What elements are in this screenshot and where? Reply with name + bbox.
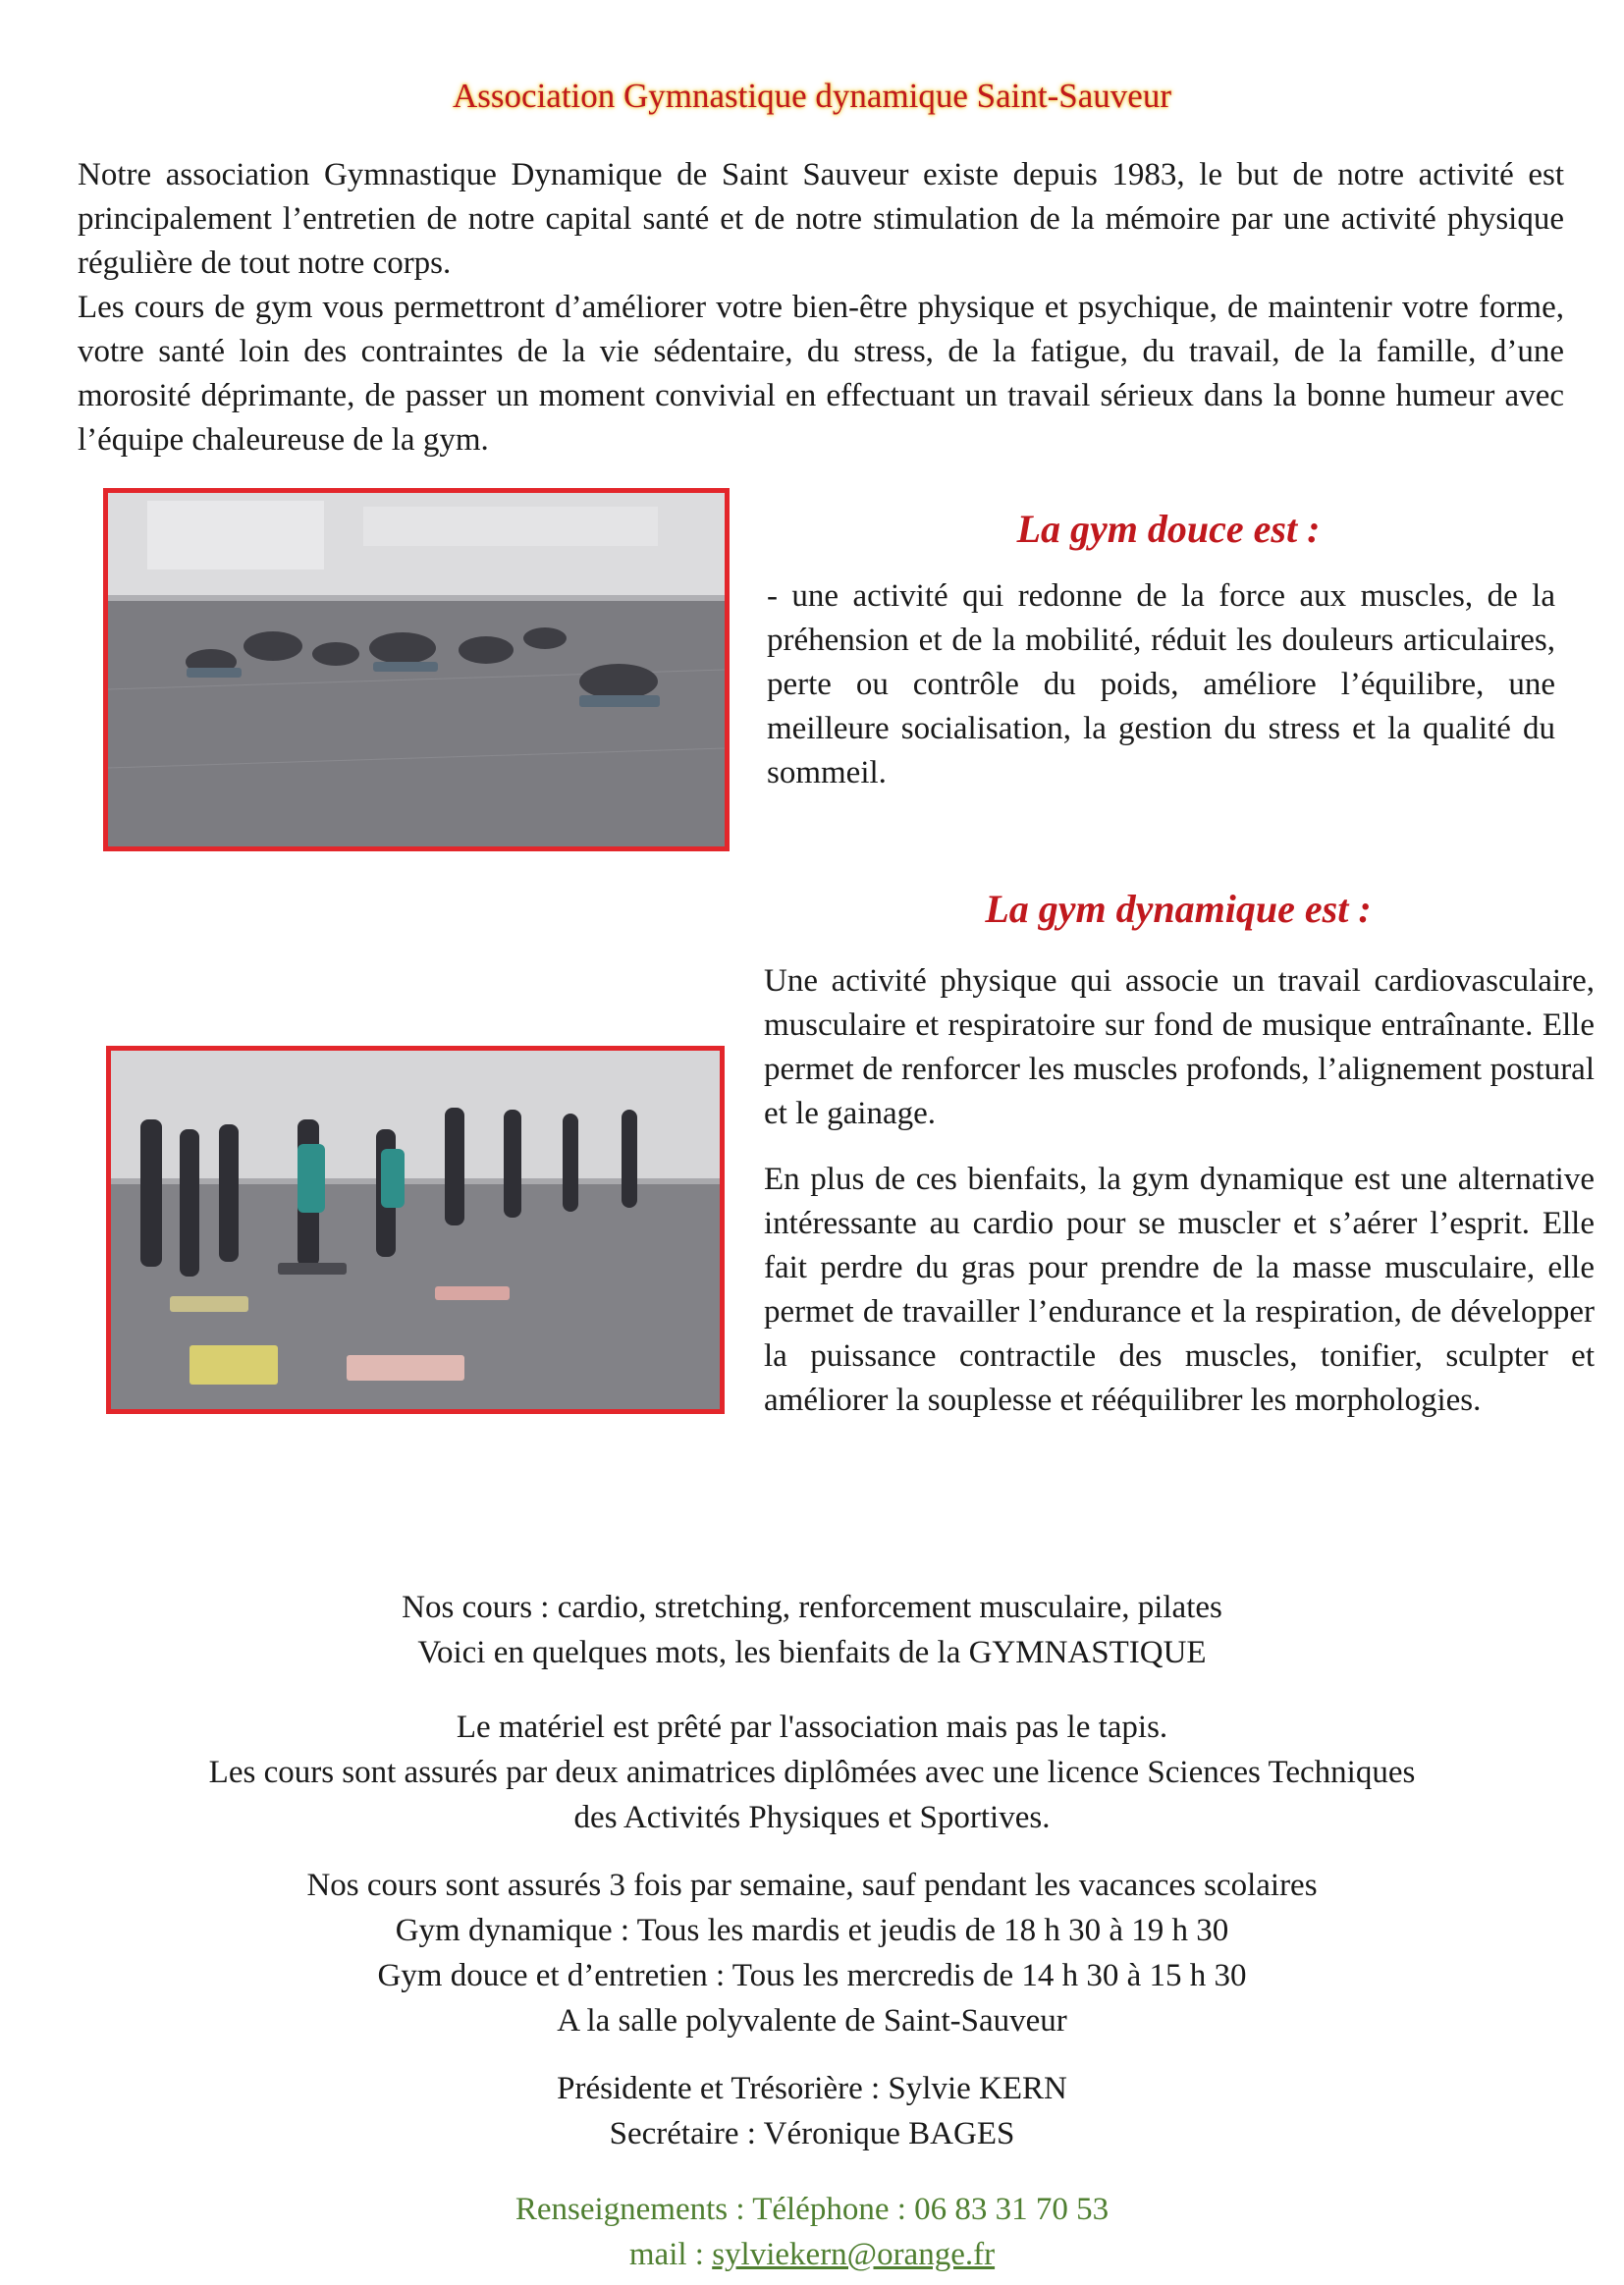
contact-block [39,2187,1585,2277]
courses-block [39,1585,1585,1675]
contact-phone: Renseignements : Téléphone : 06 83 31 70 53 [514,2192,1110,2227]
courses-line: Nos cours : cardio, stretching, renforcement musculaire, pilates [402,1590,1222,1625]
gym-dynamique-heading: La gym dynamique est : [985,887,1372,931]
mail-label: mail : [628,2237,713,2272]
contact-mail-line [39,2232,1585,2277]
gym-douce-heading: La gym douce est : [1016,507,1321,551]
schedule-line: A la salle polyvalente de Saint-Sauveur [557,2003,1067,2039]
gym-douce-photo [103,488,730,851]
gym-dynamique-paragraph: En plus de ces bienfaits, la gym dynamique est une alternative intéressante au cardio pour se muscler et s’aérer l’esprit. Elle fait perdre du gras pour prendre de la masse musculaire, elle permet de travailler l’endurance et la respiration, de développer la puissance contractile des muscles, tonifier, sculpter et améliorer la souplesse et rééquilibrer les morphologies. [764,1162,1595,1418]
material-line: Le matériel est prêté par l'association mais pas le tapis. [456,1710,1168,1745]
schedule-line: Nos cours sont assurés 3 fois par semaine, sauf pendant les vacances scolaires [306,1868,1318,1903]
gym-dynamique-paragraph: Une activité physique qui associe un travail cardiovasculaire, musculaire et respiratoire sur fond de musique entraînante. Elle permet de renforcer les muscles profonds, l’alignement postural et le gainage. [764,963,1595,1131]
officer-line: Secrétaire : Véronique BAGES [609,2116,1015,2151]
schedule-line: Gym dynamique : Tous les mardis et jeudis de 18 h 30 à 19 h 30 [395,1913,1229,1948]
intro-section [78,153,1564,462]
officers-block [39,2066,1585,2156]
schedule-line: Gym douce et d’entretien : Tous les mercredis de 14 h 30 à 15 h 30 [377,1958,1247,1993]
gym-douce-paragraph: - une activité qui redonne de la force aux muscles, de la préhension et de la mobilité, réduit les douleurs articulaires, perte ou contrôle du poids, améliore l’équilibre, une meilleure socialisation, la gestion du stress et la qualité du sommeil. [767,578,1555,790]
gym-dynamique-photo [106,1046,725,1414]
gym-dynamique-text [764,959,1595,1423]
courses-line: Voici en quelques mots, les bienfaits de la GYMNASTIQUE [417,1635,1207,1670]
material-block [39,1705,1585,1840]
page-title: Association Gymnastique dynamique Saint-Sauveur [453,77,1171,115]
gym-douce-photo-illustration [108,493,725,846]
intro-paragraph: Notre association Gymnastique Dynamique de Saint Sauveur existe depuis 1983, le but de notre activité est principalement l’entretien de notre capital santé et de notre stimulation de la mémoire par une activité physique régulière de tout notre corps. [78,157,1564,281]
gym-douce-text [767,574,1555,795]
schedule-block [39,1863,1585,2043]
material-line: des Activités Physiques et Sportives. [573,1800,1051,1835]
intro-paragraph: Les cours de gym vous permettront d’améliorer votre bien-être physique et psychique, de maintenir votre forme, votre santé loin des contraintes de la vie sédentaire, du stress, de la fatigue, du travail, de la famille, d’une morosité déprimante, de passer un moment convivial en effectuant un travail sérieux dans la bonne humeur avec l’équipe chaleureuse de la gym. [78,290,1564,458]
gym-dynamique-photo-illustration [111,1051,720,1409]
mail-link[interactable]: sylviekern@orange.fr [712,2237,996,2272]
officer-line: Présidente et Trésorière : Sylvie KERN [557,2071,1067,2106]
material-line: Les cours sont assurés par deux animatrices diplômées avec une licence Sciences Techniques [208,1755,1416,1790]
